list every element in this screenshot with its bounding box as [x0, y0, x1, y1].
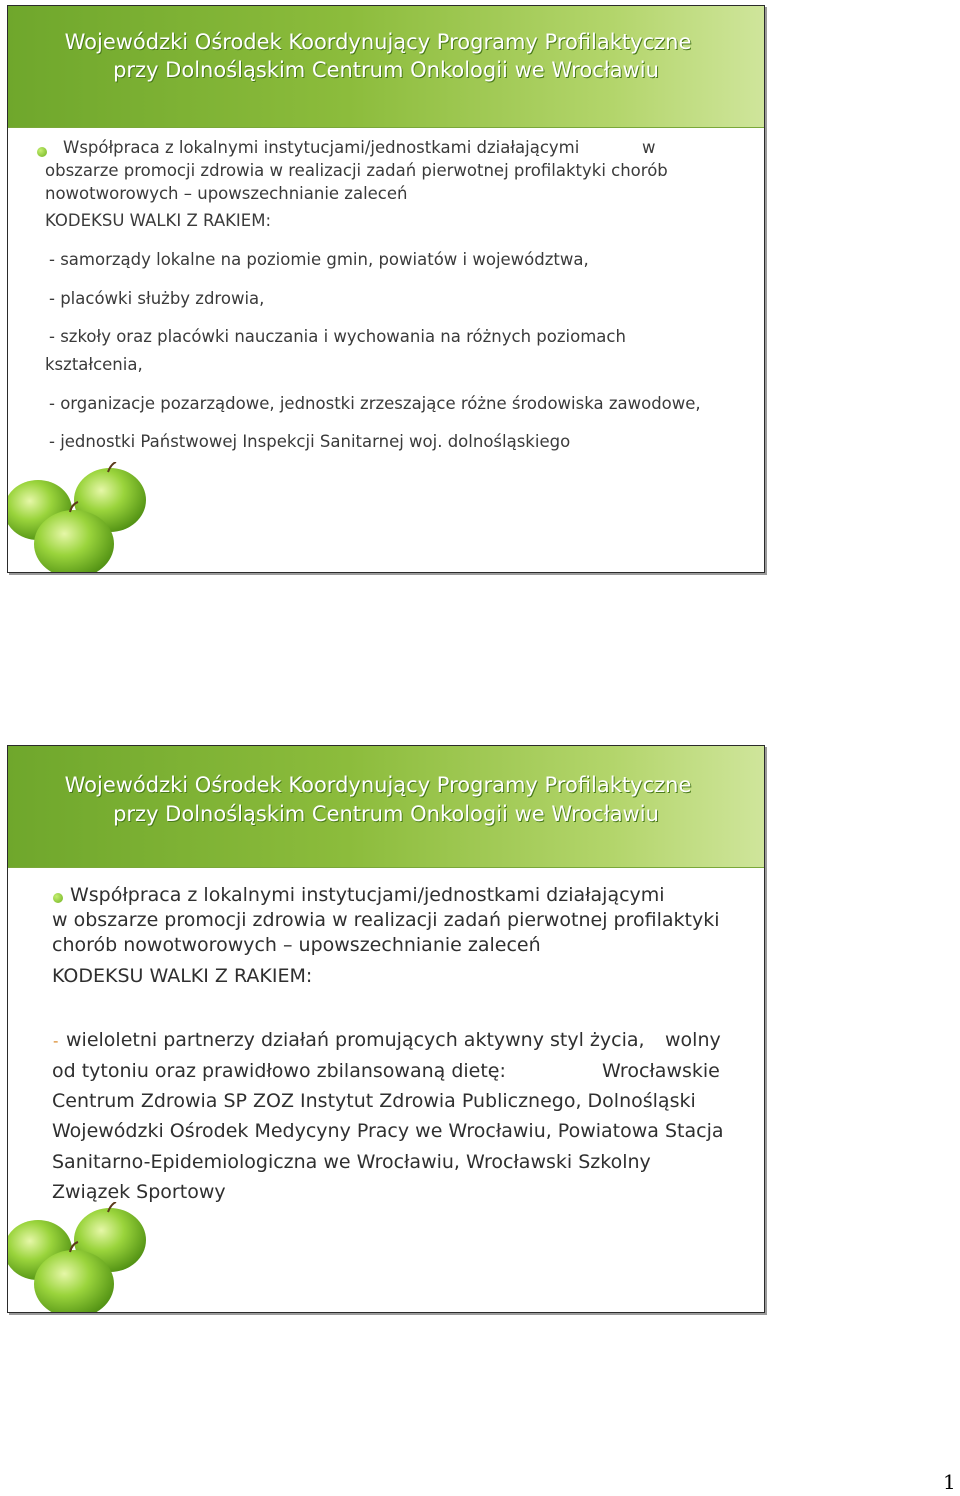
intro-line-1: Współpraca z lokalnymi instytucjami/jednostkami działającymi: [70, 884, 665, 906]
slide-1-header: [8, 6, 764, 128]
intro-line-1-end: w: [642, 138, 656, 157]
body-line-5: Sanitarno-Epidemiologiczna we Wrocławiu, Wrocławski Szkolny: [52, 1151, 651, 1173]
slide-2: [7, 745, 765, 1313]
intro-line-4: KODEKSU WALKI Z RAKIEM:: [45, 211, 272, 230]
slide-2-header: [8, 746, 764, 868]
slide-title-line-2: przy Dolnośląskim Centrum Onkologii we Wrocławiu: [113, 802, 659, 826]
intro-line-3: chorób nowotworowych – upowszechnianie zaleceń: [52, 934, 541, 956]
intro-line-3: nowotworowych – upowszechnianie zaleceń: [45, 184, 408, 203]
slide-1: [7, 5, 765, 573]
intro-line-1: Współpraca z lokalnymi instytucjami/jednostkami działającymi: [63, 138, 580, 157]
body-line-1-end: wolny: [665, 1029, 721, 1051]
intro-line-2: w obszarze promocji zdrowia w realizacji zadań pierwotnej profilaktyki: [52, 909, 720, 931]
bullet-icon: [53, 893, 63, 903]
body-line-3: Centrum Zdrowia SP ZOZ Instytut Zdrowia Publicznego, Dolnośląski: [52, 1090, 696, 1112]
list-item: - placówki służby zdrowia,: [49, 289, 265, 308]
slide-title-line-2: przy Dolnośląskim Centrum Onkologii we Wrocławiu: [113, 58, 659, 82]
body-line-2: od tytoniu oraz prawidłowo zbilansowaną dietę:: [52, 1060, 506, 1082]
intro-line-4: KODEKSU WALKI Z RAKIEM:: [52, 965, 313, 987]
bullet-icon: [37, 147, 47, 157]
body-line-2-end: Wrocławskie: [602, 1060, 720, 1082]
body-line-4: Wojewódzki Ośrodek Medycyny Pracy we Wrocławiu, Powiatowa Stacja: [52, 1120, 724, 1142]
list-item: - jednostki Państwowej Inspekcji Sanitarnej woj. dolnośląskiego: [49, 432, 571, 451]
green-apples-icon: [8, 1202, 158, 1312]
green-apples-icon: [8, 462, 158, 572]
list-item: - szkoły oraz placówki nauczania i wychowania na różnych poziomach: [49, 327, 626, 346]
page-number: 1: [943, 1470, 956, 1494]
body-line-6: Związek Sportowy: [52, 1181, 226, 1203]
slide-title-line-1: Wojewódzki Ośrodek Koordynujący Programy Profilaktyczne: [64, 30, 692, 54]
list-item-continuation: kształcenia,: [45, 355, 143, 374]
list-item: - organizacje pozarządowe, jednostki zrzeszające różne środowiska zawodowe,: [49, 394, 701, 413]
body-line-1: wieloletni partnerzy działań promujących aktywny styl życia,: [66, 1029, 645, 1051]
intro-line-2: obszarze promocji zdrowia w realizacji zadań pierwotnej profilaktyki chorób: [45, 161, 668, 180]
list-dash: -: [53, 1032, 59, 1050]
slide-title-line-1: Wojewódzki Ośrodek Koordynujący Programy Profilaktyczne: [64, 773, 692, 797]
list-item: - samorządy lokalne na poziomie gmin, powiatów i województwa,: [49, 250, 589, 269]
